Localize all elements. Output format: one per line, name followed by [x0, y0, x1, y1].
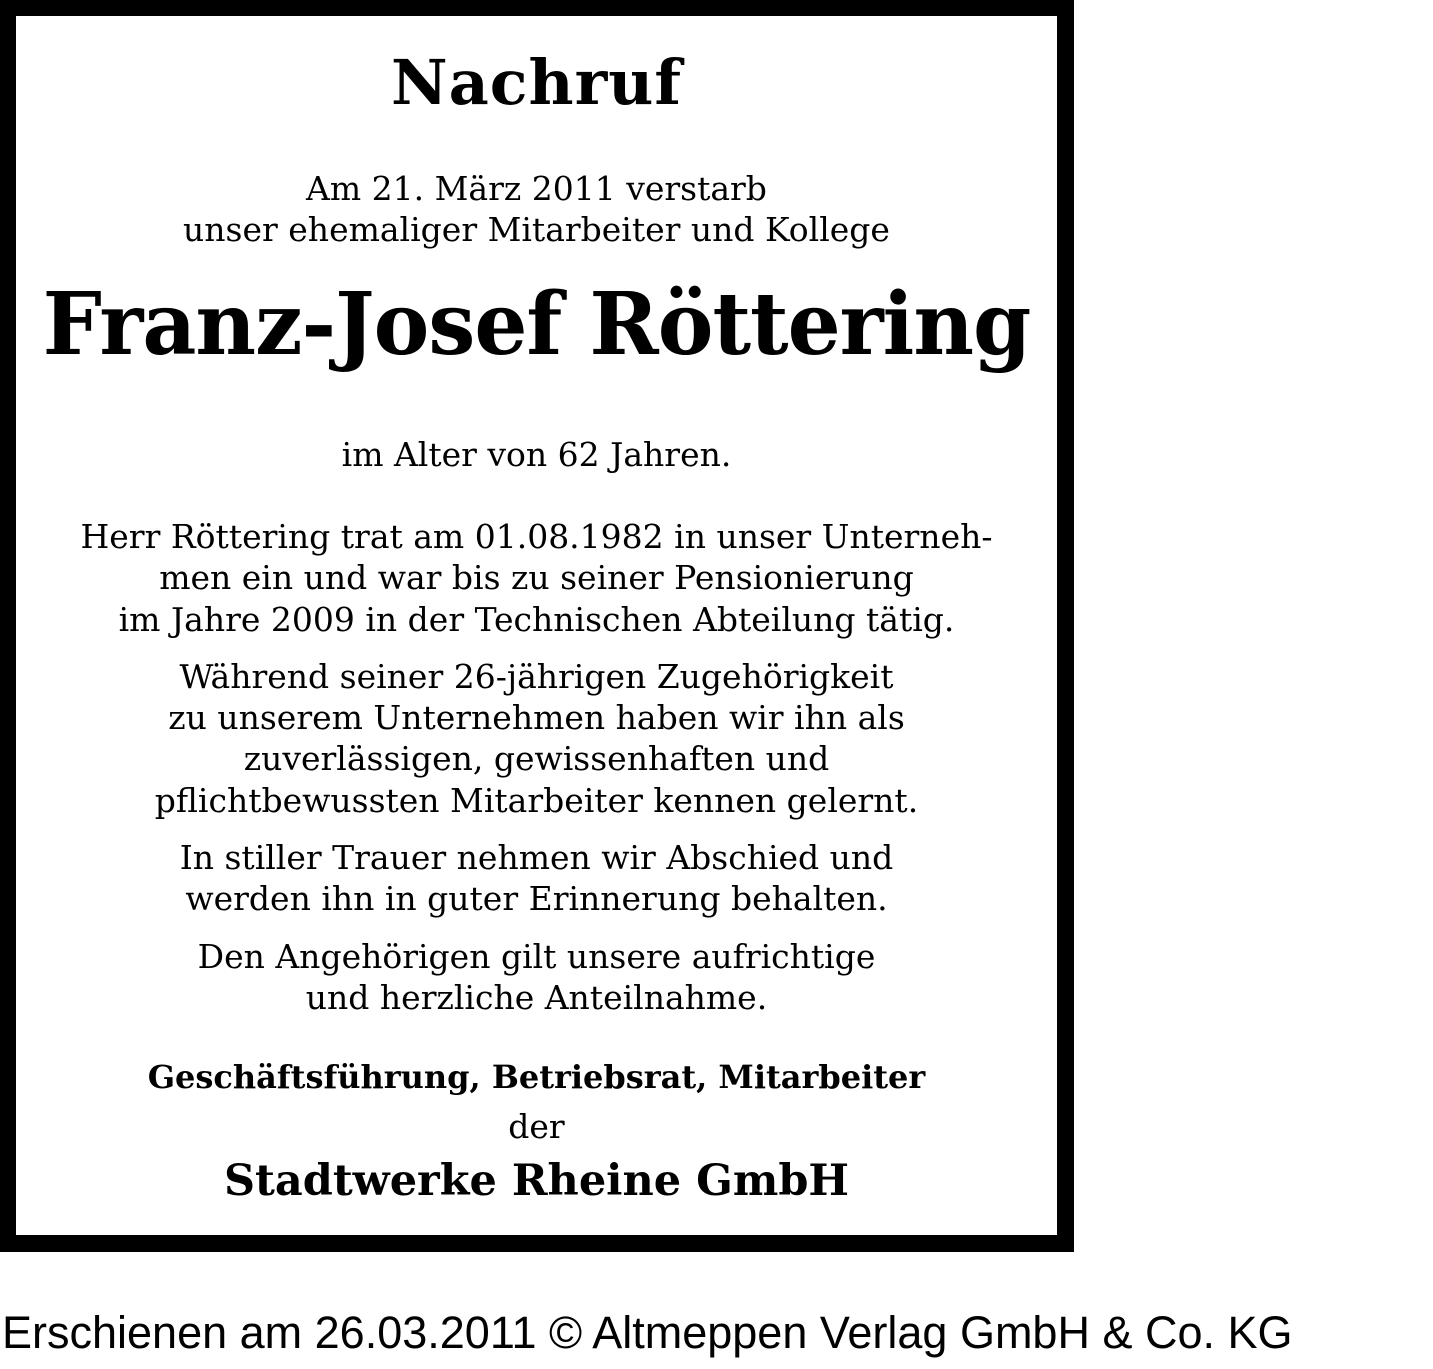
- paragraph-2-line-3: zuverlässigen, gewissenhaften und: [243, 739, 830, 778]
- paragraph-4-line-1: Den Angehörigen gilt unsere aufrichtige: [197, 937, 876, 976]
- deceased-name: Franz-Josef Röttering: [42, 274, 1031, 375]
- paragraph-2-line-4: pflichtbewussten Mitarbeiter kennen gelernt.: [154, 781, 919, 820]
- intro-line-1: Am 21. März 2011 verstarb: [306, 169, 767, 208]
- signature-company: Stadtwerke Rheine GmbH: [223, 1156, 850, 1206]
- age-line: im Alter von 62 Jahren.: [341, 435, 732, 474]
- paragraph-1-line-3: im Jahre 2009 in der Technischen Abteilung tätig.: [118, 600, 955, 639]
- paragraph-1-line-2: men ein und war bis zu seiner Pensionierung: [159, 558, 914, 597]
- paragraph-1-line-1: Herr Röttering trat am 01.08.1982 in unser Unterneh-: [80, 517, 993, 556]
- paragraph-2-line-1: Während seiner 26-jährigen Zugehörigkeit: [179, 657, 894, 696]
- publication-footer: Erschienen am 26.03.2011 © Altmeppen Verlag GmbH & Co. KG: [2, 1307, 1293, 1358]
- paragraph-2-line-2: zu unserem Unternehmen haben wir ihn als: [168, 698, 905, 737]
- signature-connector: der: [508, 1107, 565, 1146]
- paragraph-3-line-1: In stiller Trauer nehmen wir Abschied und: [179, 838, 894, 877]
- intro-line-2: unser ehemaliger Mitarbeiter und Kollege: [183, 210, 890, 249]
- paragraph-3-line-2: werden ihn in guter Erinnerung behalten.: [185, 879, 888, 918]
- paragraph-4-line-2: und herzliche Anteilnahme.: [305, 978, 768, 1017]
- obituary-title: Nachruf: [390, 46, 683, 119]
- signature-groups: Geschäftsführung, Betriebsrat, Mitarbeiter: [147, 1058, 926, 1096]
